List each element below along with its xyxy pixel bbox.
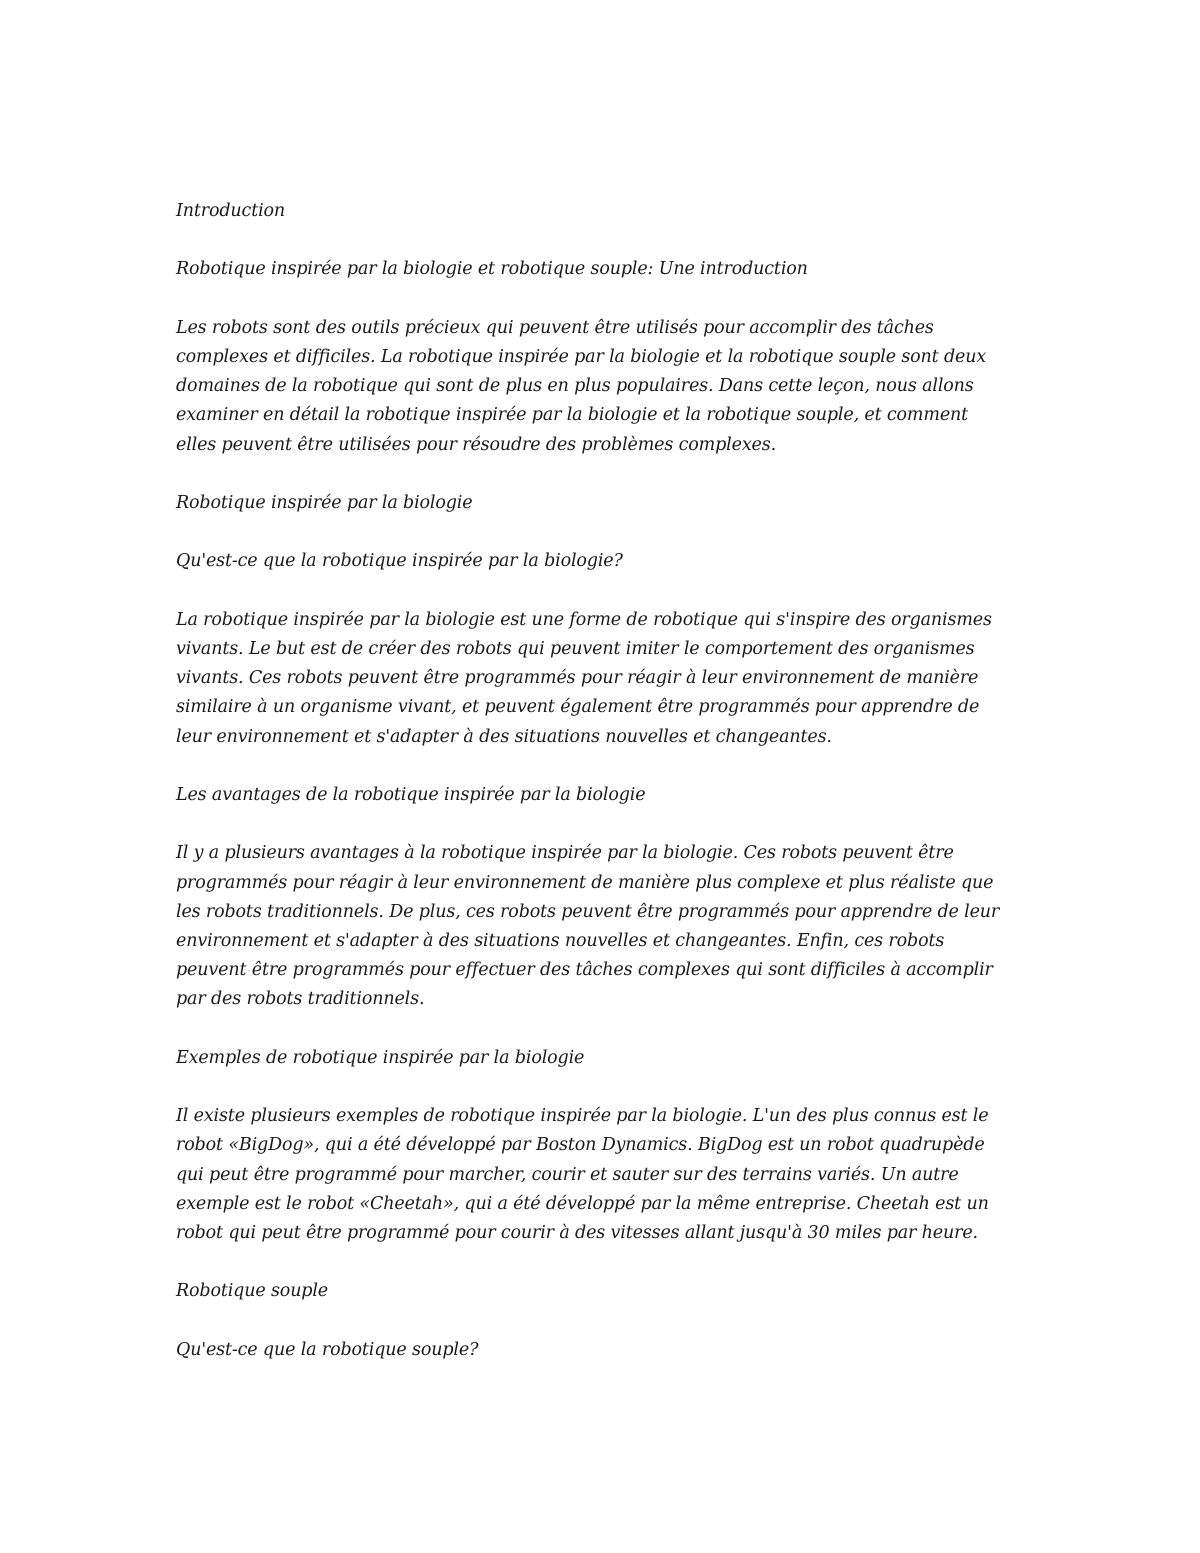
document-body [176, 197, 1006, 1394]
heading-advantages: Les avantages de la robotique inspirée par la biologie [176, 784, 646, 805]
paragraph-bio-definition: La robotique inspirée par la biologie est une forme de robotique qui s'inspire des organismes vivants. Le but est de créer des robots qui peuvent imiter le comportement des organismes vivants. Ces robots peuvent être programmés pour réagir à leur environnement de manière similaire à un organisme vivant, et peuvent également être programmés pour apprendre de leur environnement et s'adapter à des situations nouvelles et changeantes. [176, 609, 992, 747]
paragraph-advantages: Il y a plusieurs avantages à la robotique inspirée par la biologie. Ces robots peuvent être programmés pour réagir à leur environnement de manière plus complexe et plus réaliste que les robots traditionnels. De plus, ces robots peuvent être programmés pour apprendre de leur environnement et s'adapter à des situations nouvelles et changeantes. Enfin, ces robots peuvent être programmés pour effectuer des tâches complexes qui sont difficiles à accomplir par des robots traditionnels. [176, 843, 1000, 1010]
heading-what-is-soft-robotics: Qu'est-ce que la robotique souple? [176, 1339, 479, 1360]
heading-bio-robotics: Robotique inspirée par la biologie [176, 492, 473, 513]
heading-title: Robotique inspirée par la biologie et robotique souple: Une introduction [176, 259, 808, 280]
heading-soft-robotics: Robotique souple [176, 1281, 329, 1302]
heading-examples: Exemples de robotique inspirée par la biologie [176, 1047, 585, 1068]
heading-introduction: Introduction [176, 201, 286, 221]
heading-what-is-bio-robotics: Qu'est-ce que la robotique inspirée par la biologie? [176, 551, 623, 572]
paragraph-examples: Il existe plusieurs exemples de robotique inspirée par la biologie. L'un des plus connus est le robot «BigDog», qui a été développé par Boston Dynamics. BigDog est un robot quadrupède qui peut être programmé pour marcher, courir et sauter sur des terrains variés. Un autre exemple est le robot «Cheetah», qui a été développé par la même entreprise. Cheetah est un robot qui peut être programmé pour courir à des vitesses allant jusqu'à 30 miles par heure. [176, 1106, 989, 1243]
paragraph-intro: Les robots sont des outils précieux qui peuvent être utilisés pour accomplir des tâches complexes et difficiles. La robotique inspirée par la biologie et la robotique souple sont deux domaines de la robotique qui sont de plus en plus populaires. Dans cette leçon, nous allons examiner en détail la robotique inspirée par la biologie et la robotique souple, et comment elles peuvent être utilisées pour résoudre des problèmes complexes. [176, 317, 987, 455]
